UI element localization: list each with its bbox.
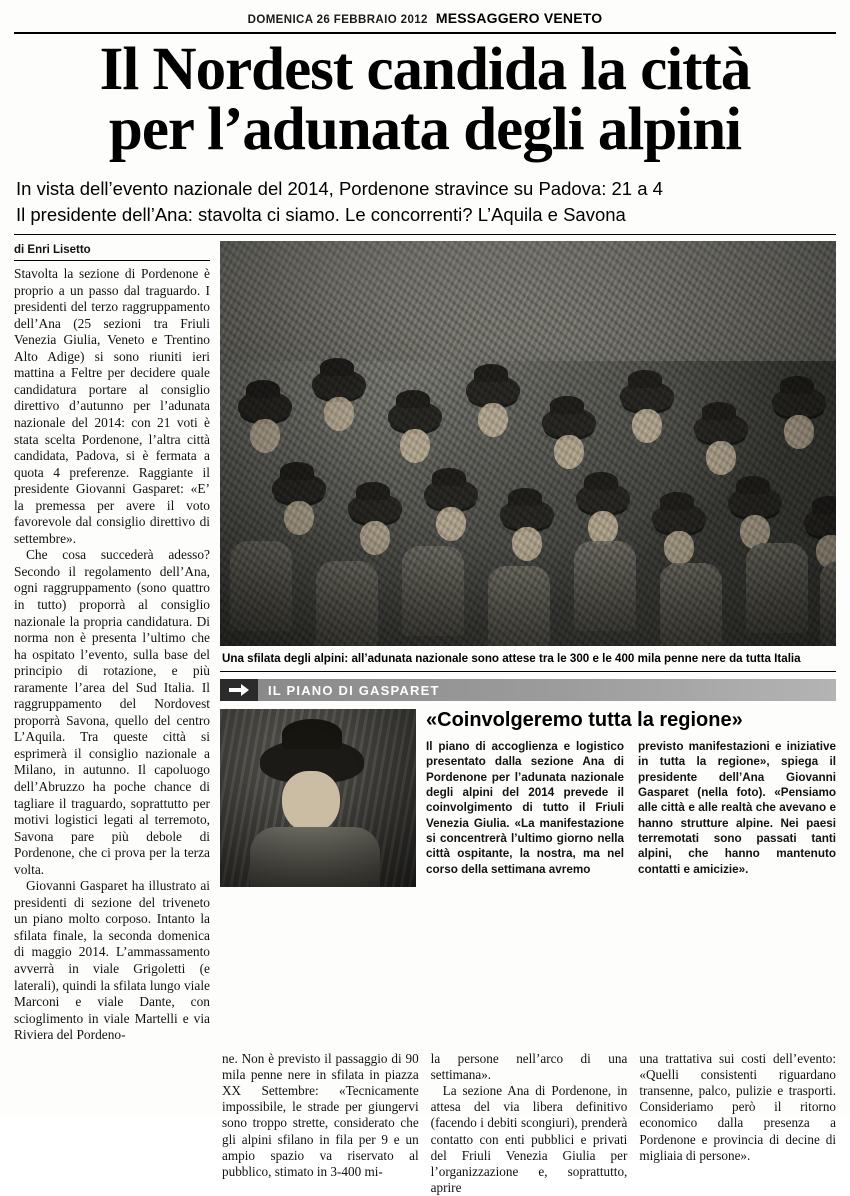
secondary-title: «Coinvolgeremo tutta la regione» xyxy=(426,709,743,732)
subheadline xyxy=(16,176,834,229)
secondary-article xyxy=(220,709,836,887)
lead-paragraph-1: Stavolta la sezione di Pordenone è proprio a un passo dal traguardo. I presidenti del terzo raggruppamento dell’Ana (25 sezioni tra Friuli Venezia Giulia, Veneto e Trentino Alto Adige) si sono riuniti ieri mattina a Feltre per decidere quale candidatura portare al consiglio direttivo d’autunno per l’adunata nazionale del 2014: con 21 voti è stata scelta Pordenone, l’altra città candidata, Padova, si è fermata a quota 4 preferenze. Raggiante il presidente Giovanni Gasparet: «E’ la premessa per avere il voto favorevole dal consiglio direttivo di settembre». xyxy=(14,266,210,546)
gasparet-portrait-photo xyxy=(220,709,416,887)
arrow-right-icon xyxy=(220,679,258,701)
masthead xyxy=(14,0,836,28)
bottom-column-2 xyxy=(431,1051,628,1196)
secondary-paragraph-1: Il piano di accoglienza e logistico presentato dalla sezione Ana di Pordenone per l’adunata nazionale degli alpini del 2014 prevede il coinvolgimento di tutto il Friuli Venezia Giulia. «La manifestazione si concentrerà l’ultimo giorno nella città ospitante, la nostra, ma nel corso della settimana avremo xyxy=(426,740,624,876)
left-column xyxy=(14,241,210,1044)
page-title xyxy=(14,36,836,163)
section-banner xyxy=(220,679,836,701)
secondary-columns xyxy=(426,739,836,877)
headline-line-1: Il Nordest candida la città xyxy=(99,36,751,103)
bottom-left-spacer xyxy=(14,1051,210,1196)
photo-vignette xyxy=(220,241,836,646)
bottom-column-1 xyxy=(222,1051,419,1196)
masthead-paper-name: MESSAGGERO VENETO xyxy=(435,10,603,26)
bottom-column-3 xyxy=(639,1051,836,1196)
secondary-column-1 xyxy=(426,739,624,877)
bottom-paragraph-1: ne. Non è previsto il passaggio di 90 mila penne nere in sfilata in piazza XX Settembre: «Tecnicamente impossibile, le strade per giungervi sono troppo strette, considerato che gli alpini sfilano in fila per 9 e un ampio spazio va riservato al pubblico, stimato in 3-400 mi- xyxy=(222,1050,419,1179)
headline-divider xyxy=(14,234,836,235)
byline: di Enri Lisetto xyxy=(14,241,210,261)
article-body xyxy=(14,241,836,1044)
secondary-paragraph-2: previsto manifestazioni e iniziative in tutta la regione», spiega il presidente dell’Ana Giovanni Gasparet (nella foto). «Pensiamo alle città e alle realtà che avevano e hanno strutture alpine. Nei paesi terremotati sono passati tanti alpini, che hanno mantenuto contatti e amicizie». xyxy=(638,740,836,876)
lead-paragraph-2: Che cosa succederà adesso? Secondo il regolamento dell’Ana, ogni raggruppamento (sono quattro in tutto) proporrà al consiglio nazionale la propria candidatura. Di norma non è presenta l’ultimo che ha ospitato l’evento, sulla base del principio di rotazione, e più raramente l’area del Sud Italia. Il raggruppamento del Nordovest proporrà Savona, quello del centro L’Aquila. Tra queste città si esprimerà il consiglio nazionale a Milano, in autunno. Il capoluogo dell’Abruzzo ha poche chance di tagliare il traguardo, soprattutto per motivi logistici legati al terremoto, Savona pare più debole di Pordenone, che ci prova per la terza volta. xyxy=(14,547,210,877)
bottom-paragraph-3: una trattativa sui costi dell’evento: «Quelli consistenti riguardano transenne, palco, pulizie e trasporti. Consideriamo però il ritorno economico dalla presenza a Pordenone e provincia di decine di migliaia di persone». xyxy=(639,1050,837,1163)
secondary-text xyxy=(426,709,836,887)
right-column xyxy=(220,241,836,1044)
lead-text xyxy=(14,266,210,1044)
photo-caption: Una sfilata degli alpini: all’adunata nazionale sono attese tra le 300 e le 400 mila penne nere da tutta Italia xyxy=(220,646,836,672)
secondary-column-2 xyxy=(638,739,836,877)
alpini-parade-photo xyxy=(220,241,836,646)
bottom-paragraph-2a: la persone nell’arco di una settimana». xyxy=(430,1050,628,1082)
section-banner-label: IL PIANO DI GASPARET xyxy=(258,679,836,701)
bottom-columns xyxy=(14,1051,836,1196)
lead-paragraph-3: Giovanni Gasparet ha illustrato ai presidenti di sezione del triveneto un piano molto corposo. Intanto la sfilata finale, la seconda domenica di maggio 2014. L’ammassamento avverrà in viale Grigoletti (e laterali), quindi la sfilata lungo viale Marconi e viale Dante, con scioglimento in viale Martelli e via Riviera del Pordeno- xyxy=(14,878,210,1043)
masthead-divider xyxy=(14,32,836,34)
headline-line-2: per l’adunata degli alpini xyxy=(108,95,742,163)
bottom-paragraph-2b: La sezione Ana di Pordenone, in attesa del via libera definitivo (facendo i debiti scongiuri), prenderà contatto con enti pubblici e privati del Friuli Venezia Giulia per l’organizzazione e, soprattutto, aprire xyxy=(430,1083,628,1196)
subheadline-line-2: Il presidente dell’Ana: stavolta ci siamo. Le concorrenti? L’Aquila e Savona xyxy=(16,203,626,225)
masthead-date: DOMENICA 26 FEBBRAIO 2012 xyxy=(247,14,428,26)
subheadline-line-1: In vista dell’evento nazionale del 2014, Pordenone stravince su Padova: 21 a 4 xyxy=(16,177,663,199)
